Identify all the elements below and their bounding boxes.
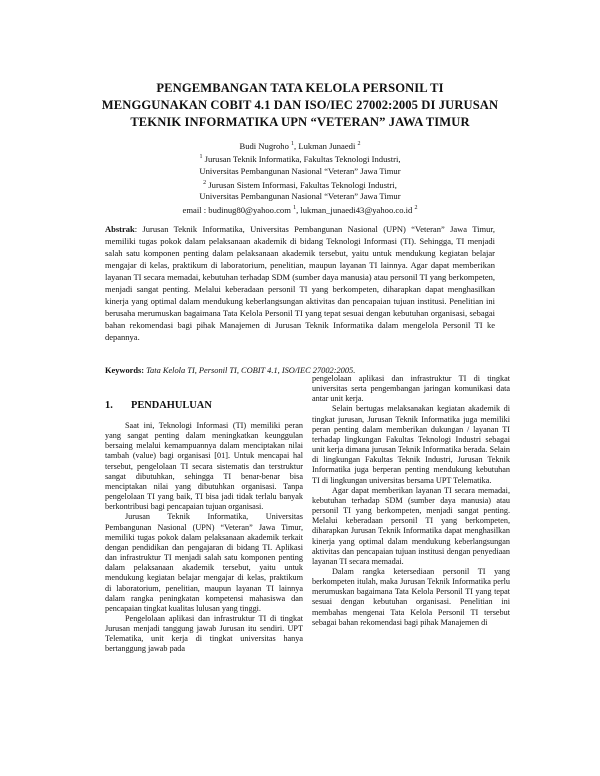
email-line: email : budinug80@yahoo.com $^1$, lukman_junaedi43@yahoo.co.id $^2$ [182,204,418,215]
paper-title [60,80,540,131]
affil2-sup: 2 [203,179,207,186]
affil1-line-a: Jurusan Teknik Informatika, Fakultas Teknologi Industri, [204,154,401,165]
section-title: PENDAHULUAN [131,400,212,411]
paragraph: Dalam rangka ketersediaan personil TI yang berkompeten itulah, maka Jurusan Teknik Informatika perlu merumuskan bagaimana Tata Kelola Personil TI yang tepat sesuai dengan kebutuhan organisasi. Penelitian ini membahas mengenai Tata Kelola Personil TI tersebut sebagai bahan rekomendasi bagi pihak Manajemen di [312,566,510,627]
author1-sup: 1 [291,141,295,147]
affiliation-2 [60,178,540,191]
paragraph: Pengelolaan aplikasi dan infrastruktur TI di tingkat Jurusan menjadi tanggung jawab Jurusan itu sendiri. UPT Telematika, unit kerja di tingkat universitas hanya bertanggung jawab pada [105,613,303,654]
affil1-line-b: Universitas Pembangunan Nasional “Veteran” Jawa Timur [199,165,401,176]
right-column [312,374,510,628]
affil1-sup: 1 [199,154,203,161]
paragraph: Agar dapat memberikan layanan TI secara memadai, kebutuhan terhadap SDM (sumber daya manusia) atau personil TI yang berkompeten, menjadi sangat penting. Melalui keberadaan personil TI yang berkompeten, diharapkan Jurusan Teknik Informatika dapat menghasilkan kinerja yang optimal dalam mendukung keberlangsungan aktivitas dan pencapaian tujuan institusi dengan penyediaan layanan TI secara memadai. [312,485,510,566]
email-sup1: 1 [293,204,297,211]
paragraph: Jurusan Teknik Informatika, Universitas Pembangunan Nasional (UPN) “Veteran” Jawa Timur, memiliki tugas pokok dalam pelaksanaan akademik terkait dengan pendidikan dan pengajaran di bidang TI. Aplikasi dan infrastruktur TI menjadi salah satu komponen penting dalam pelaksanaan akademik tersebut, yaitu untuk mendukung kegiatan belajar mengajar di kelas, praktikum di laboratorium, penelitian, maupun layanan TI lainnya dalam rangka peningkatan kompetensi mahasiswa dan pencapaian tingkat kualitas lulusan yang tinggi. [105,512,303,613]
abstract [105,223,495,343]
left-column [105,421,303,655]
author2-sup: 2 [357,141,361,147]
email-sup2: 2 [414,204,418,211]
affiliation-1 [60,152,540,165]
keywords-text: Tata Kelola TI, Personil TI, COBIT 4.1, ISO/IEC 27002:2005. [146,366,356,375]
keywords-label: Keywords: [105,366,145,375]
title-line: PENGEMBANGAN TATA KELOLA PERSONIL TI [156,81,444,95]
paragraph: Saat ini, Teknologi Informasi (TI) memiliki peran yang sangat penting dalam meningkatkan keunggulan bersaing melalui kemampuannya dalam menciptakan nilai tambah (value) bagi organisasi [01]. Untuk mencapai hal tersebut, pengelolaan TI secara sistematis dan terstruktur sangat dibutuhkan, sehingga TI benar-benar bisa menciptakan nilai yang dibutuhkan organisasi. Tanpa pengelolaan TI yang baik, TI bisa jadi tidak terlalu banyak berkontribusi bagi pencapaian tujuan organisasi. [105,421,303,512]
title-line: MENGGUNAKAN COBIT 4.1 DAN ISO/IEC 27002:2005 DI JURUSAN [101,98,499,112]
section-heading [105,400,212,411]
paragraph: Selain bertugas melaksanakan kegiatan akademik di tingkat jurusan, Jurusan Teknik Informatika juga memiliki peran penting dalam memberikan dukungan / layanan TI terhadap lingkungan Fakultas Teknologi Industri sebagai unit kerja dimana jurusan Teknik Informatika berada. Selain di lingkungan Fakultas Teknik Industri, Jurusan Teknik Informatika juga berperan penting mendukung kebutuhan TI di lingkungan universitas bersama UPT Telematika. [312,404,510,485]
abstract-label: Abstrak [105,224,135,234]
affil2-line-a: Jurusan Sistem Informasi, Fakultas Teknologi Industri, [208,179,397,190]
abstract-text: : Jurusan Teknik Informatika, Universitas Pembangunan Nasional (UPN) “Veteran” Jawa Timur, memiliki tugas pokok dalam pelaksanaan akademik di bidang Teknologi Informasi (TI). Sehingga, TI menjadi salah satu komponen penting dalam pelaksanaan akademik tersebut, yaitu untuk mendukung kegiatan belajar mengajar di kelas, praktikum di laboratorium, penelitian, maupun layanan TI lainnya. Agar dapat memberikan layanan TI secara memadai, kebutuhan terhadap SDM (sumber daya manusia) atau personil TI yang berkompeten, menjadi sangat penting. Melalui keberadaan personil TI yang berkompeten, diharapkan dapat menghasilkan kinerja yang optimal dalam mendukung keberlangsungan aktivitas dan pencapaian tujuan institusi. Penelitian ini berusaha merumuskan bagaimana Tata Kelola Personil TI yang tepat sesuai dengan kebutuhan organisasi, sebagai bahan rekomendasi bagi pihak Manajemen di Jurusan Teknik Informatika dalam mengelola Personil TI ke depannya. [105,224,495,342]
author-block [60,139,540,216]
author-names: Budi Nugroho $^1$, Lukman Junaedi $^2$ [239,140,361,151]
title-line: TEKNIK INFORMATIKA UPN “VETERAN” JAWA TIMUR [130,115,470,129]
affil2-line-b: Universitas Pembangunan Nasional “Veteran” Jawa Timur [199,190,401,201]
section-number: 1. [105,400,113,411]
paragraph-continuation: pengelolaan aplikasi dan infrastruktur TI di tingkat universitas serta pengembangan jaringan komunikasi data antar unit kerja. [312,374,510,404]
